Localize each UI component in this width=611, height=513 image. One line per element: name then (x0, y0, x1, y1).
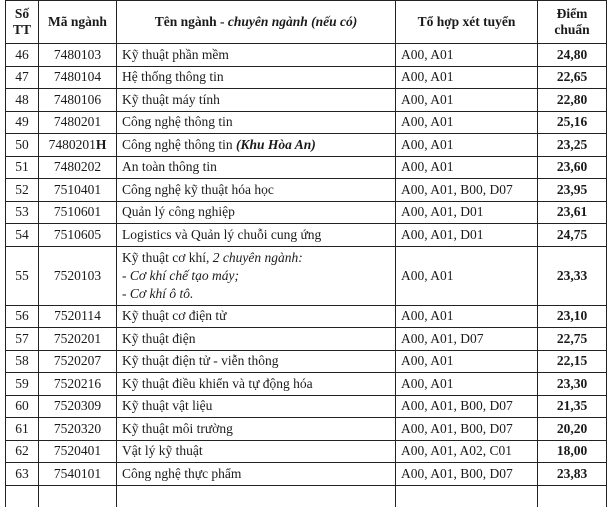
cell-combo: A00, A01 (396, 44, 538, 67)
cell-name: Kỹ thuật phần mềm (117, 44, 396, 67)
cell-score: 23,95 (538, 179, 607, 202)
table-row (6, 373, 607, 396)
cell-name: An toàn thông tin (117, 156, 396, 179)
cell-combo: A00, A01 (396, 134, 538, 157)
cell-code: 7520320 (39, 418, 117, 441)
cell-name: Hệ thống thông tin (117, 66, 396, 89)
cell-code: 7510601 (39, 201, 117, 224)
specialization-item: - Cơ khí ô tô. (122, 285, 194, 301)
table-row (6, 201, 607, 224)
cell-name: Kỹ thuật máy tính (117, 89, 396, 112)
header-stt-line2: TT (12, 22, 31, 37)
cell-empty (117, 485, 396, 507)
cell-stt: 51 (6, 156, 39, 179)
table-row (6, 395, 607, 418)
table-row (6, 89, 607, 112)
header-combo: Tổ hợp xét tuyển (396, 1, 538, 44)
table-row (6, 350, 607, 373)
cell-stt: 60 (6, 395, 39, 418)
cell-score: 22,65 (538, 66, 607, 89)
cell-stt: 53 (6, 201, 39, 224)
code-suffix: H (95, 136, 107, 152)
cell-stt: 55 (6, 246, 39, 305)
cell-stt: 54 (6, 224, 39, 247)
header-stt (6, 1, 39, 44)
table-row (6, 224, 607, 247)
cell-name: Kỹ thuật điện (117, 328, 396, 351)
header-row (6, 1, 607, 44)
cell-score: 22,80 (538, 89, 607, 112)
table-row (6, 305, 607, 328)
cell-code: 7480106 (39, 89, 117, 112)
table-row (6, 111, 607, 134)
cell-combo: A00, A01 (396, 246, 538, 305)
cell-score: 21,35 (538, 395, 607, 418)
cell-empty (538, 485, 607, 507)
cell-code: 7540101 (39, 463, 117, 486)
cell-name: Công nghệ thông tin (117, 111, 396, 134)
cell-score: 23,61 (538, 201, 607, 224)
cell-score: 24,75 (538, 224, 607, 247)
cell-name (117, 134, 396, 157)
cell-combo: A00, A01 (396, 89, 538, 112)
cell-code: 7520401 (39, 440, 117, 463)
cell-code: 7510605 (39, 224, 117, 247)
admission-scores-table (5, 0, 607, 507)
cell-combo: A00, A01 (396, 373, 538, 396)
cell-combo: A00, A01 (396, 111, 538, 134)
cell-code: 7520103 (39, 246, 117, 305)
cell-stt: 49 (6, 111, 39, 134)
code-base: 7480201 (48, 136, 96, 152)
cell-stt: 58 (6, 350, 39, 373)
cell-score: 23,25 (538, 134, 607, 157)
name-specialization-count: 2 chuyên ngành: (212, 249, 303, 265)
cell-stt: 56 (6, 305, 39, 328)
cell-name: Kỹ thuật môi trường (117, 418, 396, 441)
cell-stt: 62 (6, 440, 39, 463)
cell-code: 7480104 (39, 66, 117, 89)
cell-name: Kỹ thuật vật liệu (117, 395, 396, 418)
cell-stt: 48 (6, 89, 39, 112)
cell-stt: 50 (6, 134, 39, 157)
cell-score: 23,83 (538, 463, 607, 486)
cell-name: Vật lý kỹ thuật (117, 440, 396, 463)
cell-name: Kỹ thuật điều khiển và tự động hóa (117, 373, 396, 396)
header-name-italic: chuyên ngành (nếu có) (227, 14, 358, 29)
cell-code: 7520207 (39, 350, 117, 373)
cell-code: 7520114 (39, 305, 117, 328)
cell-code: 7480202 (39, 156, 117, 179)
table-row (6, 44, 607, 67)
cell-score: 22,15 (538, 350, 607, 373)
cell-stt: 61 (6, 418, 39, 441)
cell-combo: A00, A01, B00, D07 (396, 179, 538, 202)
cell-stt: 57 (6, 328, 39, 351)
cell-stt: 46 (6, 44, 39, 67)
header-name-main: Tên ngành - (154, 14, 228, 29)
cell-stt: 59 (6, 373, 39, 396)
cell-code: 7480201 (39, 111, 117, 134)
cell-score: 23,33 (538, 246, 607, 305)
cell-score: 24,80 (538, 44, 607, 67)
name-main: Công nghệ thông tin (122, 136, 236, 152)
cell-score: 20,20 (538, 418, 607, 441)
cell-score: 23,30 (538, 373, 607, 396)
cell-stt: 47 (6, 66, 39, 89)
table-row (6, 156, 607, 179)
cell-combo: A00, A01, A02, C01 (396, 440, 538, 463)
table-row (6, 246, 607, 305)
name-multiline (122, 249, 390, 303)
cell-combo: A00, A01 (396, 350, 538, 373)
cell-empty (6, 485, 39, 507)
cell-empty (396, 485, 538, 507)
table-row (6, 179, 607, 202)
cell-name (117, 246, 396, 305)
header-score-line2: chuẩn (554, 22, 590, 37)
name-campus-note: (Khu Hòa An) (236, 136, 316, 152)
header-stt-line1: Số (14, 6, 30, 21)
table-row-cutoff (6, 485, 607, 507)
header-name (117, 1, 396, 44)
cell-score: 23,60 (538, 156, 607, 179)
name-main: Kỹ thuật cơ khí, (122, 249, 213, 265)
cell-code: 7510401 (39, 179, 117, 202)
table-row (6, 134, 607, 157)
header-score-line1: Điểm (556, 6, 588, 21)
table-row (6, 328, 607, 351)
cell-combo: A00, A01, D07 (396, 328, 538, 351)
header-code: Mã ngành (39, 1, 117, 44)
cell-combo: A00, A01, B00, D07 (396, 463, 538, 486)
cell-combo: A00, A01, D01 (396, 224, 538, 247)
cell-score: 25,16 (538, 111, 607, 134)
cell-stt: 52 (6, 179, 39, 202)
cell-name: Kỹ thuật cơ điện tử (117, 305, 396, 328)
cell-combo: A00, A01 (396, 66, 538, 89)
cell-code: 7520216 (39, 373, 117, 396)
table-row (6, 440, 607, 463)
cell-name: Quản lý công nghiệp (117, 201, 396, 224)
table-row (6, 418, 607, 441)
table-row (6, 66, 607, 89)
table-body (6, 44, 607, 508)
cell-empty (39, 485, 117, 507)
cell-combo: A00, A01 (396, 156, 538, 179)
table-row (6, 463, 607, 486)
cell-name: Công nghệ thực phẩm (117, 463, 396, 486)
cell-code (39, 134, 117, 157)
cell-stt: 63 (6, 463, 39, 486)
cell-combo: A00, A01, B00, D07 (396, 418, 538, 441)
cell-name: Logistics và Quản lý chuỗi cung ứng (117, 224, 396, 247)
cell-name: Kỹ thuật điện tử - viễn thông (117, 350, 396, 373)
table-header (6, 1, 607, 44)
cell-score: 23,10 (538, 305, 607, 328)
cell-name: Công nghệ kỹ thuật hóa học (117, 179, 396, 202)
header-score (538, 1, 607, 44)
cell-code: 7520201 (39, 328, 117, 351)
cell-combo: A00, A01 (396, 305, 538, 328)
cell-score: 18,00 (538, 440, 607, 463)
cell-combo: A00, A01, D01 (396, 201, 538, 224)
cell-score: 22,75 (538, 328, 607, 351)
specialization-item: - Cơ khí chế tạo máy; (122, 267, 240, 283)
cell-code: 7480103 (39, 44, 117, 67)
cell-code: 7520309 (39, 395, 117, 418)
cell-combo: A00, A01, B00, D07 (396, 395, 538, 418)
